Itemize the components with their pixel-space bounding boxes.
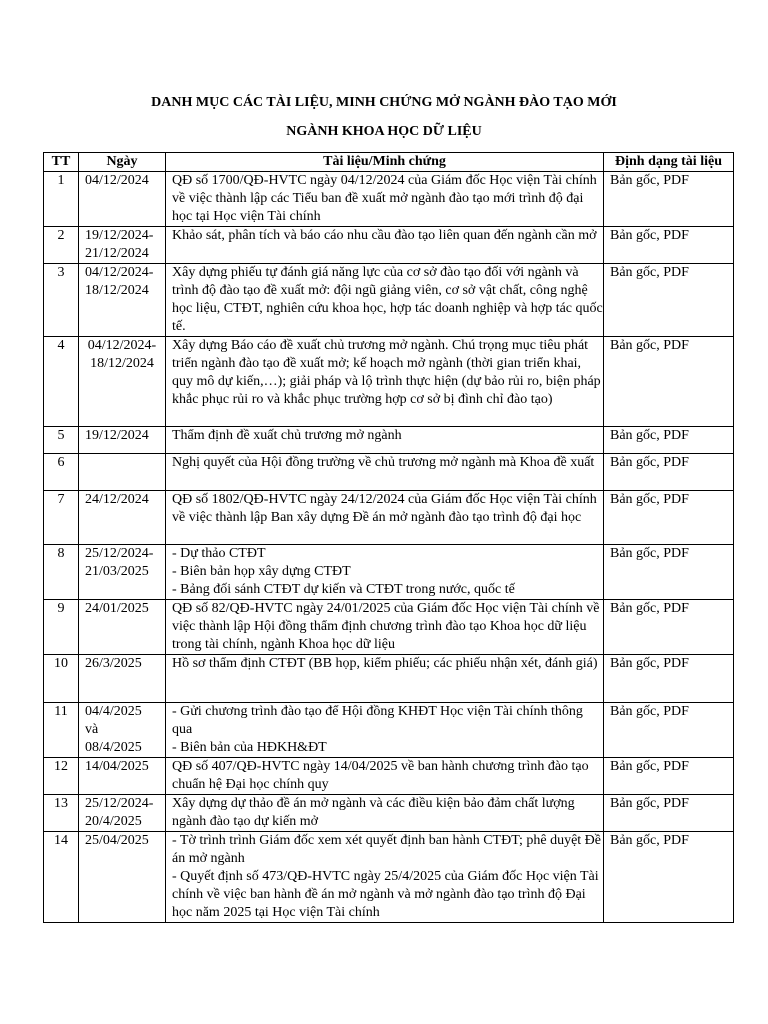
cell-ngay (79, 832, 166, 923)
header-dinh-dang: Định dạng tài liệu (604, 153, 734, 172)
document-line: QĐ số 82/QĐ-HVTC ngày 24/01/2025 của Giám đốc Học viện Tài chính về việc thành lập Hội đồng thẩm định chương trình đào tạo Khoa học dữ liệu trong tài chính, ngành Khoa học dữ liệu (172, 601, 600, 652)
cell-ngay (79, 337, 166, 427)
cell-tai-lieu (166, 795, 604, 832)
cell-tai-lieu (166, 227, 604, 264)
date-line: 04/4/2025 (85, 704, 142, 719)
table-row (44, 454, 734, 491)
cell-tai-lieu (166, 172, 604, 227)
cell-tai-lieu (166, 758, 604, 795)
cell-dinh-dang: Bản gốc, PDF (604, 172, 734, 227)
cell-tai-lieu (166, 337, 604, 427)
table-row (44, 227, 734, 264)
cell-dinh-dang: Bản gốc, PDF (604, 454, 734, 491)
header-tt: TT (44, 153, 79, 172)
cell-dinh-dang: Bản gốc, PDF (604, 337, 734, 427)
cell-tai-lieu (166, 655, 604, 703)
date-line: 25/12/2024- (85, 546, 154, 561)
cell-dinh-dang: Bản gốc, PDF (604, 795, 734, 832)
cell-tt: 12 (44, 758, 79, 795)
table-row (44, 795, 734, 832)
cell-tai-lieu (166, 264, 604, 337)
cell-dinh-dang: Bản gốc, PDF (604, 264, 734, 337)
document-line: Xây dựng dự thảo đề án mở ngành và các điều kiện bảo đảm chất lượng ngành đào tạo dự kiến mở (172, 796, 575, 829)
date-line: 08/4/2025 (85, 740, 142, 755)
cell-dinh-dang: Bản gốc, PDF (604, 427, 734, 454)
table-row (44, 832, 734, 923)
table-row (44, 600, 734, 655)
cell-tt: 13 (44, 795, 79, 832)
cell-ngay (79, 264, 166, 337)
table-row (44, 491, 734, 545)
date-line: 25/04/2025 (85, 833, 149, 848)
cell-dinh-dang: Bản gốc, PDF (604, 600, 734, 655)
document-line: Xây dựng phiếu tự đánh giá năng lực của cơ sở đào tạo đối với ngành và trình độ đào tạo đề xuất mở: đội ngũ giảng viên, cơ sở vật chất, công nghệ học liệu, CTĐT, nghiên cứu khoa học, hợp tác doanh nghiệp và hợp tác quốc tế. (172, 265, 603, 334)
cell-dinh-dang: Bản gốc, PDF (604, 832, 734, 923)
cell-ngay (79, 454, 166, 491)
cell-tt: 10 (44, 655, 79, 703)
cell-dinh-dang: Bản gốc, PDF (604, 655, 734, 703)
cell-tt: 6 (44, 454, 79, 491)
header-tai-lieu: Tài liệu/Minh chứng (166, 153, 604, 172)
evidence-table (43, 152, 734, 923)
cell-ngay (79, 227, 166, 264)
cell-tt: 9 (44, 600, 79, 655)
cell-tt: 2 (44, 227, 79, 264)
document-line: Khảo sát, phân tích và báo cáo nhu cầu đào tạo liên quan đến ngành cần mở (172, 228, 597, 243)
date-line: 24/01/2025 (85, 601, 149, 616)
date-line: 04/12/2024- (85, 265, 154, 280)
document-title: DANH MỤC CÁC TÀI LIỆU, MINH CHỨNG MỞ NGÀNH ĐÀO TẠO MỚI (151, 95, 617, 110)
date-line: 04/12/2024- (87, 338, 157, 353)
document-line: QĐ số 1802/QĐ-HVTC ngày 24/12/2024 của Giám đốc Học viện Tài chính về việc thành lập Ban xây dựng Đề án mở ngành đào tạo trình độ đại học (172, 492, 597, 525)
document-line: - Tờ trình trình Giám đốc xem xét quyết định ban hành CTĐT; phê duyệt Đề án mở ngành (172, 833, 602, 866)
document-line: Thẩm định đề xuất chủ trương mở ngành (172, 428, 402, 443)
table-row (44, 703, 734, 758)
cell-tai-lieu (166, 600, 604, 655)
document-line: - Gửi chương trình đào tạo để Hội đồng KHĐT Học viện Tài chính thông qua (172, 704, 583, 737)
cell-tai-lieu (166, 454, 604, 491)
cell-tt: 8 (44, 545, 79, 600)
cell-tt: 3 (44, 264, 79, 337)
date-line: 21/12/2024 (85, 246, 149, 261)
document-line: QĐ số 1700/QĐ-HVTC ngày 04/12/2024 của Giám đốc Học viện Tài chính về việc thành lập các Tiểu ban đề xuất mở ngành đào tạo mới trình độ đại học tại Học viện Tài chính (172, 173, 597, 224)
cell-dinh-dang: Bản gốc, PDF (604, 703, 734, 758)
date-line: 19/12/2024 (85, 428, 149, 443)
cell-tt: 11 (44, 703, 79, 758)
cell-tt: 7 (44, 491, 79, 545)
cell-ngay (79, 758, 166, 795)
date-line: 21/03/2025 (85, 564, 149, 579)
cell-tt: 14 (44, 832, 79, 923)
header-ngay: Ngày (79, 153, 166, 172)
cell-dinh-dang: Bản gốc, PDF (604, 227, 734, 264)
cell-ngay (79, 655, 166, 703)
document-line: - Biên bản của HĐKH&ĐT (172, 740, 327, 755)
date-line: 18/12/2024 (90, 356, 154, 371)
cell-ngay (79, 703, 166, 758)
document-line: QĐ số 407/QĐ-HVTC ngày 14/04/2025 về ban hành chương trình đào tạo chuẩn hệ Đại học chính quy (172, 759, 589, 792)
date-line: 18/12/2024 (85, 283, 149, 298)
document-line: - Quyết định số 473/QĐ-HVTC ngày 25/4/2025 của Giám đốc Học viện Tài chính về việc ban hành đề án mở ngành và mở ngành đào tạo trình độ Đại học năm 2025 tại Học viện Tài chính (172, 869, 599, 920)
cell-dinh-dang: Bản gốc, PDF (604, 491, 734, 545)
table-body (44, 172, 734, 923)
cell-dinh-dang: Bản gốc, PDF (604, 758, 734, 795)
document-line: - Biên bản họp xây dựng CTĐT (172, 564, 351, 579)
table-row (44, 427, 734, 454)
document-line: Hồ sơ thẩm định CTĐT (BB họp, kiểm phiếu; các phiếu nhận xét, đánh giá) (172, 656, 598, 671)
cell-tai-lieu (166, 832, 604, 923)
document-subtitle: NGÀNH KHOA HỌC DỮ LIỆU (286, 124, 482, 139)
cell-dinh-dang: Bản gốc, PDF (604, 545, 734, 600)
table-row (44, 758, 734, 795)
date-line: 25/12/2024- (85, 796, 154, 811)
document-line: Nghị quyết của Hội đồng trường về chủ trương mở ngành mà Khoa đề xuất (172, 455, 595, 470)
date-line: 04/12/2024 (85, 173, 149, 188)
cell-tt: 4 (44, 337, 79, 427)
table-row (44, 655, 734, 703)
table-row (44, 172, 734, 227)
cell-tai-lieu (166, 427, 604, 454)
document-line: - Dự thảo CTĐT (172, 546, 266, 561)
cell-tt: 1 (44, 172, 79, 227)
date-line: 20/4/2025 (85, 814, 142, 829)
date-line: 24/12/2024 (85, 492, 149, 507)
table-row (44, 337, 734, 427)
date-line: 19/12/2024- (85, 228, 154, 243)
cell-ngay (79, 795, 166, 832)
document-line: Xây dựng Báo cáo đề xuất chủ trương mở ngành. Chú trọng mục tiêu phát triển ngành đào tạo đề xuất mở; kế hoạch mở ngành (thời gian triển khai, quy mô dự kiến,…); giải pháp và lộ trình thực hiện (dự bảo rủi ro, biện pháp khắc phục rủi ro và khắc phục trường hợp cơ sở bị đình chỉ đào tạo) (172, 338, 601, 407)
cell-ngay (79, 545, 166, 600)
cell-tai-lieu (166, 545, 604, 600)
date-line: và (85, 722, 99, 737)
table-header-row (44, 153, 734, 172)
date-line: 14/04/2025 (85, 759, 149, 774)
cell-ngay (79, 491, 166, 545)
table-row (44, 545, 734, 600)
document-line: - Bảng đối sánh CTĐT dự kiến và CTĐT trong nước, quốc tế (172, 582, 515, 597)
cell-tai-lieu (166, 491, 604, 545)
cell-ngay (79, 172, 166, 227)
table-row (44, 264, 734, 337)
date-line: 26/3/2025 (85, 656, 142, 671)
cell-ngay (79, 427, 166, 454)
cell-tai-lieu (166, 703, 604, 758)
cell-tt: 5 (44, 427, 79, 454)
cell-ngay (79, 600, 166, 655)
